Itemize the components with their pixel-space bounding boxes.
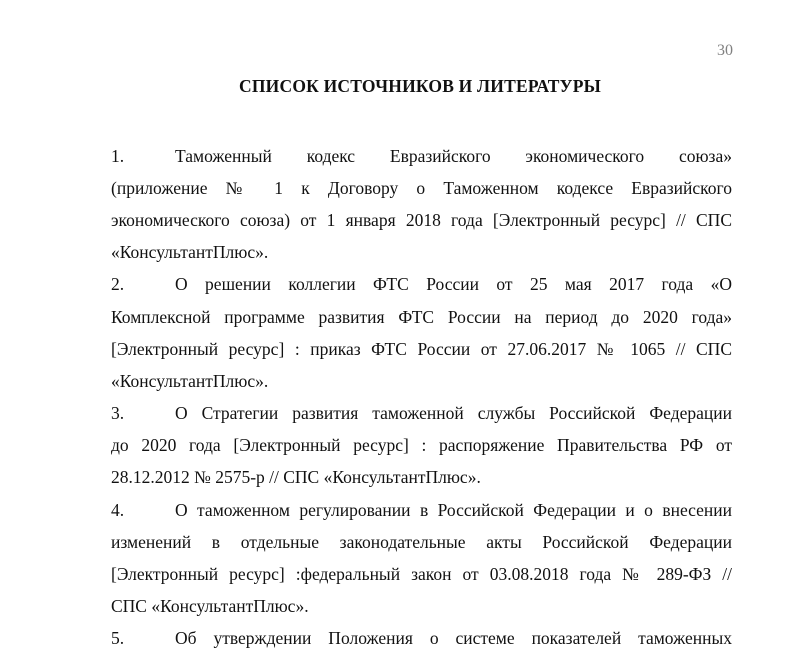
reference-4-line-4: СПС «КонсультантПлюс».: [111, 596, 309, 616]
reference-3-text: О Стратегии развития таможенной службы Российской Федерации: [175, 403, 732, 423]
page-title: СПИСОК ИСТОЧНИКОВ И ЛИТЕРАТУРЫ: [239, 76, 601, 96]
reference-4-line-2: изменений в отдельные законодательные акты Российской Федерации: [111, 532, 732, 552]
reference-1-line-3: экономического союза) от 1 января 2018 года [Электронный ресурс] // СПС: [111, 210, 732, 230]
reference-5-line-1: [111, 627, 732, 649]
reference-2-text: О решении коллегии ФТС России от 25 мая 2017 года «О: [175, 274, 732, 294]
reference-3-line-2: до 2020 года [Электронный ресурс] : распоряжение Правительства РФ от: [111, 435, 732, 455]
reference-2-line-2: Комплексной программе развития ФТС России на период до 2020 года»: [111, 307, 732, 327]
reference-4-line-3: [Электронный ресурс] :федеральный закон от 03.08.2018 года № 289-ФЗ //: [111, 564, 732, 584]
reference-5-number: 5.: [111, 628, 125, 648]
reference-2-line-4: «КонсультантПлюс».: [111, 371, 269, 391]
reference-5-text: Об утверждении Положения о системе показателей таможенных: [175, 628, 732, 648]
reference-1-line-2: (приложение № 1 к Договору о Таможенном кодексе Евразийского: [111, 178, 732, 198]
reference-3-line-3: 28.12.2012 № 2575-р // СПС «КонсультантПлюс».: [111, 467, 481, 487]
reference-2-number: 2.: [111, 274, 125, 294]
page-number: 30: [717, 42, 733, 59]
reference-2-line-3: [Электронный ресурс] : приказ ФТС России от 27.06.2017 № 1065 // СПС: [111, 339, 732, 359]
reference-2-line-1: [111, 273, 732, 295]
reference-4-line-1: [111, 499, 732, 521]
reference-4-number: 4.: [111, 500, 125, 520]
reference-1-text: Таможенный кодекс Евразийского экономического союза»: [175, 146, 732, 166]
reference-3-line-1: [111, 402, 732, 424]
reference-1-line-1: [111, 145, 732, 167]
reference-3-number: 3.: [111, 403, 125, 423]
reference-1-line-4: «КонсультантПлюс».: [111, 242, 269, 262]
reference-1-number: 1.: [111, 146, 125, 166]
reference-4-text: О таможенном регулировании в Российской Федерации и о внесении: [175, 500, 732, 520]
